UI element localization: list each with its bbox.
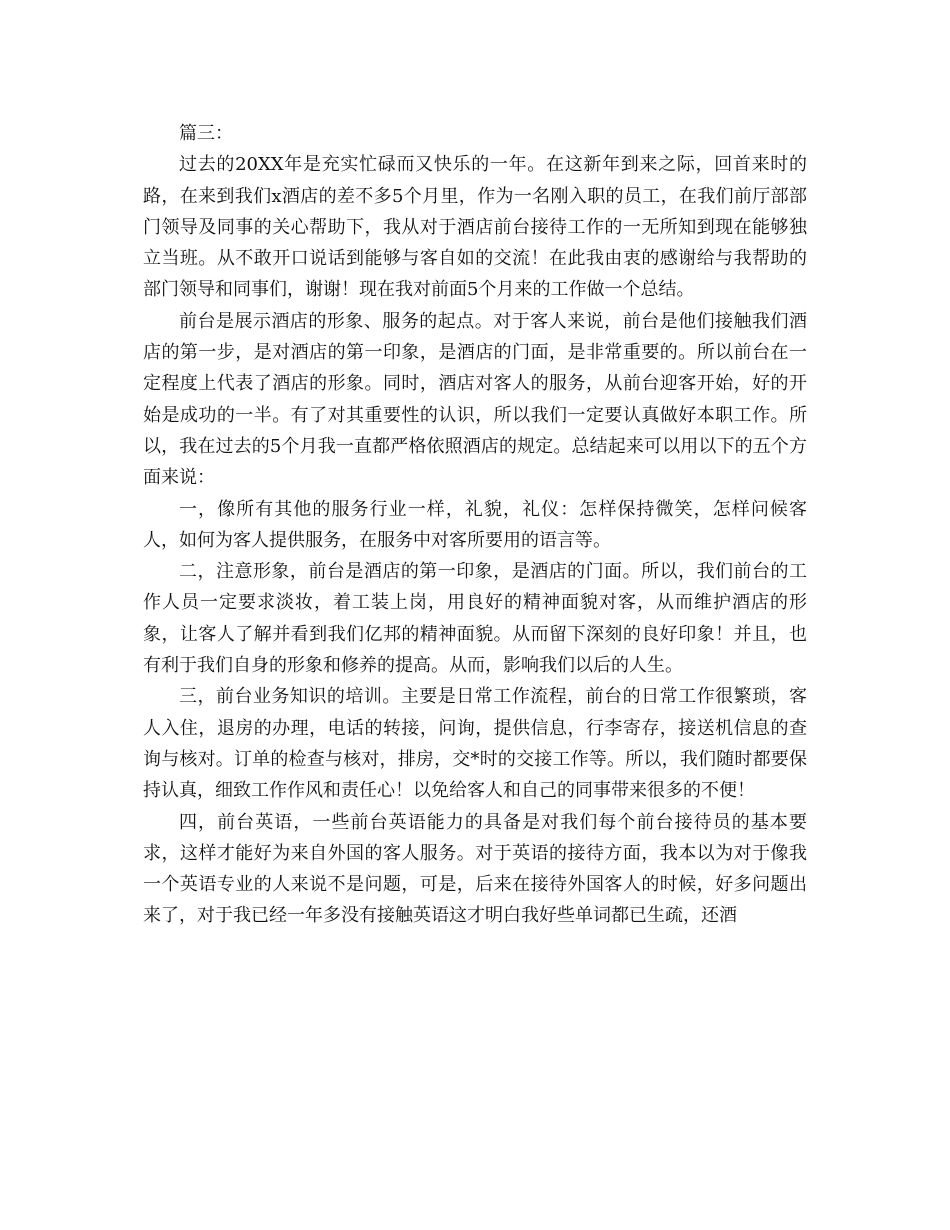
paragraph-intro: 过去的20XX年是充实忙碌而又快乐的一年。在这新年到来之际，回首来时的路，在来到我们x酒店的差不多5个月里，作为一名刚入职的员工，在我们前厅部部门领导及同事的关心帮助下，我从对于酒店前台接待工作的一无所知到现在能够独立当班。从不敢开口说话到能够与客自如的交流！在此我由衷的感谢给与我帮助的部门领导和同事们，谢谢！现在我对前面5个月来的工作做一个总结。: [143, 154, 807, 301]
paragraph-point-two: 二，注意形象，前台是酒店的第一印象，是酒店的门面。所以，我们前台的工作人员一定要求淡妆，着工装上岗，用良好的精神面貌对客，从而维护酒店的形象，让客人了解并看到我们亿邦的精神面貌。从而留下深刻的良好印象！并且，也有利于我们自身的形象和修养的提高。从而，影响我们以后的人生。: [143, 561, 807, 677]
paragraph-point-four: 四，前台英语，一些前台英语能力的具备是对我们每个前台接待员的基本要求，这样才能好为来自外国的客人服务。对于英语的接待方面，我本以为对于像我一个英语专业的人来说不是问题，可是，后来在接待外国客人的时候，好多问题出来了，对于我已经一年多没有接触英语这才明白我好些单词都已生疏，还酒: [143, 811, 807, 927]
document-body: [143, 118, 807, 932]
paragraph-front-desk-role: 前台是展示酒店的形象、服务的起点。对于客人来说，前台是他们接触我们酒店的第一步，是对酒店的第一印象，是酒店的门面，是非常重要的。所以前台在一定程度上代表了酒店的形象。同时，酒店对客人的服务，从前台迎客开始，好的开始是成功的一半。有了对其重要性的认识，所以我们一定要认真做好本职工作。所以，我在过去的5个月我一直都严格依照酒店的规定。总结起来可以用以下的五个方面来说：: [143, 310, 807, 489]
paragraph-point-one: 一，像所有其他的服务行业一样，礼貌，礼仪：怎样保持微笑，怎样问候客人，如何为客人提供服务，在服务中对客所要用的语言等。: [143, 498, 807, 551]
paragraph-point-three: 三，前台业务知识的培训。主要是日常工作流程，前台的日常工作很繁琐，客人入住，退房的办理，电话的转接，问询，提供信息，行李寄存，接送机信息的查询与核对。订单的检查与核对，排房，交*时的交接工作等。所以，我们随时都要保持认真，细致工作作风和责任心！以免给客人和自己的同事带来很多的不便！: [143, 686, 807, 802]
section-heading: 篇三：: [179, 123, 233, 144]
